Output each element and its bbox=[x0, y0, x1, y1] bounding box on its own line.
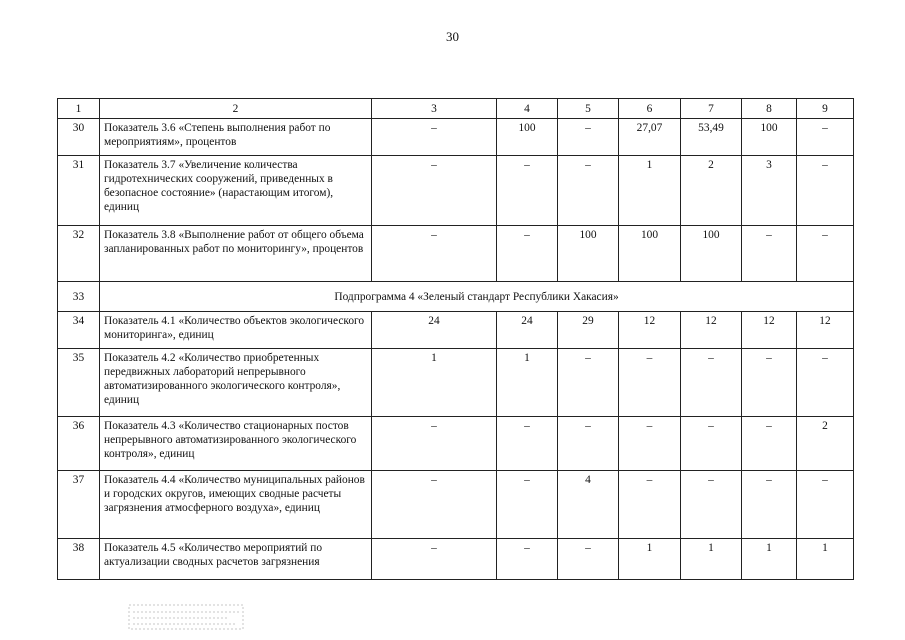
row-number: 31 bbox=[58, 156, 100, 226]
table-header-row bbox=[58, 99, 854, 119]
value-cell: – bbox=[558, 539, 619, 580]
table-row bbox=[58, 417, 854, 471]
table-row bbox=[58, 539, 854, 580]
indicator-name: Показатель 3.8 «Выполнение работ от общего объема запланированных работ по мониторингу», процентов bbox=[100, 226, 372, 282]
value-cell: – bbox=[619, 471, 681, 539]
table-row bbox=[58, 312, 854, 349]
value-cell: – bbox=[619, 349, 681, 417]
page-number: 30 bbox=[446, 29, 459, 44]
table-row bbox=[58, 156, 854, 226]
value-cell: 24 bbox=[497, 312, 558, 349]
subprogram-title: Подпрограмма 4 «Зеленый стандарт Республики Хакасия» bbox=[100, 282, 854, 312]
value-cell: – bbox=[372, 471, 497, 539]
header-cell: 8 bbox=[742, 99, 797, 119]
value-cell: 1 bbox=[797, 539, 854, 580]
value-cell: – bbox=[797, 119, 854, 156]
value-cell: 24 bbox=[372, 312, 497, 349]
value-cell: 4 bbox=[558, 471, 619, 539]
header-cell: 2 bbox=[100, 99, 372, 119]
value-cell: – bbox=[742, 226, 797, 282]
value-cell: 100 bbox=[497, 119, 558, 156]
value-cell: – bbox=[619, 417, 681, 471]
value-cell: 1 bbox=[619, 539, 681, 580]
section-row bbox=[58, 282, 854, 312]
header-cell: 3 bbox=[372, 99, 497, 119]
value-cell: – bbox=[372, 539, 497, 580]
value-cell: – bbox=[497, 471, 558, 539]
value-cell: 100 bbox=[742, 119, 797, 156]
row-number: 37 bbox=[58, 471, 100, 539]
value-cell: – bbox=[797, 349, 854, 417]
indicator-name: Показатель 4.1 «Количество объектов экологического мониторинга», единиц bbox=[100, 312, 372, 349]
table-row bbox=[58, 226, 854, 282]
row-number: 30 bbox=[58, 119, 100, 156]
value-cell: – bbox=[558, 156, 619, 226]
indicator-name: Показатель 3.7 «Увеличение количества гидротехнических сооружений, приведенных в безопасное состояние» (нарастающим итогом), единиц bbox=[100, 156, 372, 226]
table-row bbox=[58, 471, 854, 539]
value-cell: 2 bbox=[681, 156, 742, 226]
value-cell: – bbox=[797, 156, 854, 226]
indicator-name: Показатель 4.2 «Количество приобретенных передвижных лабораторий непрерывного автоматизированного экологического контроля», единиц bbox=[100, 349, 372, 417]
value-cell: 2 bbox=[797, 417, 854, 471]
indicator-name: Показатель 4.4 «Количество муниципальных районов и городских округов, имеющих сводные расчеты загрязнения атмосферного воздуха», единиц bbox=[100, 471, 372, 539]
value-cell: – bbox=[742, 417, 797, 471]
table-row bbox=[58, 349, 854, 417]
value-cell: – bbox=[497, 226, 558, 282]
header-cell: 9 bbox=[797, 99, 854, 119]
value-cell: – bbox=[372, 119, 497, 156]
value-cell: 12 bbox=[681, 312, 742, 349]
value-cell: – bbox=[681, 349, 742, 417]
value-cell: 1 bbox=[497, 349, 558, 417]
value-cell: – bbox=[497, 156, 558, 226]
value-cell: 12 bbox=[797, 312, 854, 349]
value-cell: – bbox=[372, 226, 497, 282]
value-cell: 1 bbox=[681, 539, 742, 580]
value-cell: – bbox=[681, 417, 742, 471]
value-cell: 1 bbox=[372, 349, 497, 417]
value-cell: 27,07 bbox=[619, 119, 681, 156]
scan-noise-stamp bbox=[127, 603, 245, 631]
value-cell: – bbox=[558, 417, 619, 471]
value-cell: – bbox=[372, 156, 497, 226]
value-cell: 53,49 bbox=[681, 119, 742, 156]
value-cell: 3 bbox=[742, 156, 797, 226]
header-cell: 7 bbox=[681, 99, 742, 119]
value-cell: 12 bbox=[619, 312, 681, 349]
row-number: 33 bbox=[58, 282, 100, 312]
value-cell: 12 bbox=[742, 312, 797, 349]
row-number: 34 bbox=[58, 312, 100, 349]
value-cell: – bbox=[742, 471, 797, 539]
indicator-name: Показатель 3.6 «Степень выполнения работ по мероприятиям», процентов bbox=[100, 119, 372, 156]
value-cell: 1 bbox=[742, 539, 797, 580]
header-cell: 1 bbox=[58, 99, 100, 119]
value-cell: – bbox=[797, 471, 854, 539]
value-cell: – bbox=[742, 349, 797, 417]
indicators-table bbox=[57, 98, 854, 580]
header-cell: 5 bbox=[558, 99, 619, 119]
header-cell: 6 bbox=[619, 99, 681, 119]
value-cell: – bbox=[372, 417, 497, 471]
row-number: 36 bbox=[58, 417, 100, 471]
value-cell: – bbox=[681, 471, 742, 539]
value-cell: – bbox=[497, 417, 558, 471]
value-cell: – bbox=[497, 539, 558, 580]
value-cell: 1 bbox=[619, 156, 681, 226]
value-cell: 29 bbox=[558, 312, 619, 349]
row-number: 38 bbox=[58, 539, 100, 580]
value-cell: 100 bbox=[681, 226, 742, 282]
header-cell: 4 bbox=[497, 99, 558, 119]
value-cell: – bbox=[558, 349, 619, 417]
row-number: 32 bbox=[58, 226, 100, 282]
value-cell: 100 bbox=[558, 226, 619, 282]
value-cell: – bbox=[558, 119, 619, 156]
row-number: 35 bbox=[58, 349, 100, 417]
value-cell: – bbox=[797, 226, 854, 282]
value-cell: 100 bbox=[619, 226, 681, 282]
indicator-name: Показатель 4.3 «Количество стационарных постов непрерывного автоматизированного экологического контроля», единиц bbox=[100, 417, 372, 471]
table-row bbox=[58, 119, 854, 156]
indicator-name: Показатель 4.5 «Количество мероприятий по актуализации сводных расчетов загрязнения bbox=[100, 539, 372, 580]
